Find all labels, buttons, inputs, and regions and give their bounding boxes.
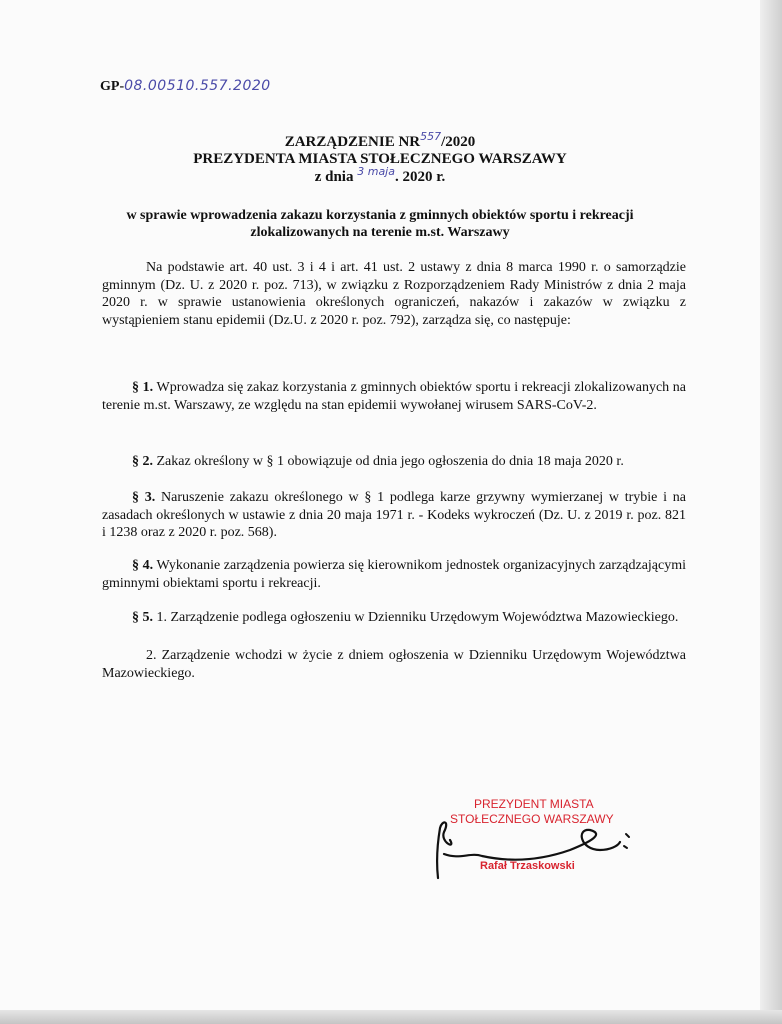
date-handwritten: 3 maja bbox=[357, 165, 395, 178]
date-label: z dnia bbox=[314, 169, 354, 185]
paragraph-2 bbox=[102, 453, 686, 471]
stamp-name: Rafał Trzaskowski bbox=[480, 860, 575, 872]
reference-number bbox=[100, 78, 271, 95]
reference-handwritten: 08.00510.557.2020 bbox=[124, 78, 271, 94]
reference-prefix: GP- bbox=[100, 79, 125, 94]
signature-stamp bbox=[430, 790, 630, 880]
paragraph-3 bbox=[102, 489, 686, 542]
paragraph-5 bbox=[102, 609, 686, 627]
paragraph-4-text: Wykonanie zarządzenia powierza się kierownikom jednostek organizacyjnych zarządzającymi gminnymi obiektami sportu i rekreacji. bbox=[102, 558, 687, 591]
date-year: . 2020 r. bbox=[394, 169, 446, 185]
ordinance-date bbox=[0, 165, 760, 186]
paragraph-1-text: Wprowadza się zakaz korzystania z gminnych obiektów sportu i rekreacji zlokalizowanych na terenie m.st. Warszawy, ze względu na stan epidemii wywołanej wirusem SARS-CoV-2. bbox=[102, 380, 687, 413]
paragraph-3-text: Naruszenie zakazu określonego w § 1 podlega karze grzywny wymierzanej w trybie i na zasadach określonych w ustawie z dnia 20 maja 1971 r. - Kodeks wykroczeń (Dz. U. z 2019 r. poz. 821 i 1238 oraz z 2020 r. poz. 568). bbox=[102, 490, 687, 540]
paragraph-4-number: § 4. bbox=[132, 558, 154, 573]
page-edge-bottom bbox=[0, 1010, 782, 1024]
signature-icon bbox=[430, 790, 640, 885]
ordinance-number bbox=[0, 130, 760, 151]
subject-line-2: zlokalizowanych na terenie m.st. Warszawy bbox=[250, 225, 510, 240]
paragraph-1 bbox=[102, 379, 686, 414]
page-edge-right bbox=[760, 0, 782, 1024]
ordinance-number-handwritten: 557 bbox=[420, 130, 442, 143]
ordinance-year: /2020 bbox=[441, 134, 476, 150]
ordinance-label: ZARZĄDZENIE NR bbox=[284, 134, 421, 150]
paragraph-1-number: § 1. bbox=[132, 380, 154, 395]
stamp-line-1: PREZYDENT MIASTA bbox=[474, 797, 594, 811]
paragraph-2-text: Zakaz określony w § 1 obowiązuje od dnia jego ogłoszenia do dnia 18 maja 2020 r. bbox=[156, 454, 624, 469]
paragraph-5-text-1: 1. Zarządzenie podlega ogłoszeniu w Dzienniku Urzędowym Województwa Mazowieckiego. bbox=[156, 610, 679, 625]
paragraph-5-point-2: 2. Zarządzenie wchodzi w życie z dniem ogłoszenia w Dzienniku Urzędowym Województwa Mazowieckiego. bbox=[102, 648, 686, 681]
legal-basis-paragraph: Na podstawie art. 40 ust. 3 i 4 i art. 41 ust. 2 ustawy z dnia 8 marca 1990 r. o samorządzie gminnym (Dz. U. z 2020 r. poz. 713), w związku z Rozporządzeniem Rady Ministrów z dnia 2 maja 2020 r. w sprawie ustanowienia określonych ograniczeń, nakazów i zakazów w związku z wystąpieniem stanu epidemii (Dz.U. z 2020 r. poz. 792), zarządza się, co następuje: bbox=[102, 260, 686, 328]
stamp-line-2: STOŁECZNEGO WARSZAWY bbox=[450, 812, 614, 826]
issuer-title: PREZYDENTA MIASTA STOŁECZNEGO WARSZAWY bbox=[193, 151, 567, 167]
paragraph-5-number: § 5. bbox=[132, 610, 153, 625]
paragraph-2-number: § 2. bbox=[132, 454, 153, 469]
subject bbox=[0, 207, 760, 241]
paragraph-3-number: § 3. bbox=[132, 490, 156, 505]
paragraph-4 bbox=[102, 557, 686, 592]
subject-line-1: w sprawie wprowadzenia zakazu korzystania z gminnych obiektów sportu i rekreacji bbox=[126, 208, 634, 223]
